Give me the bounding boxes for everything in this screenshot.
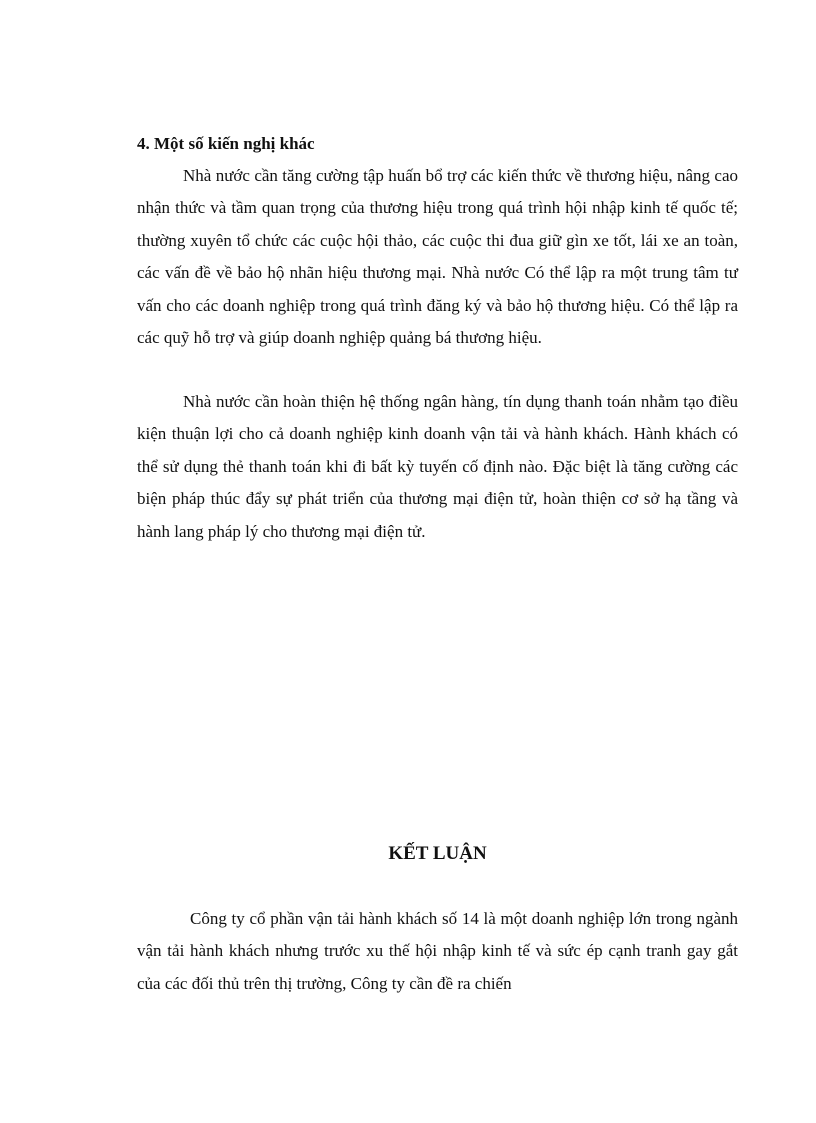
section-paragraph-2: Nhà nước cần hoàn thiện hệ thống ngân hàng, tín dụng thanh toán nhằm tạo điều kiện thuận lợi cho cả doanh nghiệp kinh doanh vận tải và hành khách. Hành khách có thể sử dụng thẻ thanh toán khi đi bất kỳ tuyến cố định nào. Đặc biệt là tăng cường các biện pháp thúc đẩy sự phát triển của thương mại điện tử, hoàn thiện cơ sở hạ tầng và hành lang pháp lý cho thương mại điện tử. [137,392,738,541]
conclusion-title: KẾT LUẬN [388,843,487,864]
section-paragraph-1: Nhà nước cần tăng cường tập huấn bổ trợ các kiến thức về thương hiệu, nâng cao nhận thức và tầm quan trọng của thương hiệu trong quá trình hội nhập kinh tế quốc tế; thường xuyên tổ chức các cuộc hội thảo, các cuộc thi đua giữ gìn xe tốt, lái xe an toàn, các vấn đề về bảo hộ nhãn hiệu thương mại. Nhà nước Có thể lập ra một trung tâm tư vấn cho các doanh nghiệp trong quá trình đăng ký và bảo hộ thương hiệu. Có thể lập ra các quỹ hỗ trợ và giúp doanh nghiệp quảng bá thương hiệu. [137,166,738,348]
conclusion-paragraph: Công ty cổ phần vận tải hành khách số 14 là một doanh nghiệp lớn trong ngành vận tải hành khách nhưng trước xu thế hội nhập kinh tế và sức ép cạnh tranh gay gắt của các đối thủ trên thị trường, Công ty cần đề ra chiến [137,909,738,993]
section-heading: 4. Một số kiến nghị khác [137,134,315,153]
